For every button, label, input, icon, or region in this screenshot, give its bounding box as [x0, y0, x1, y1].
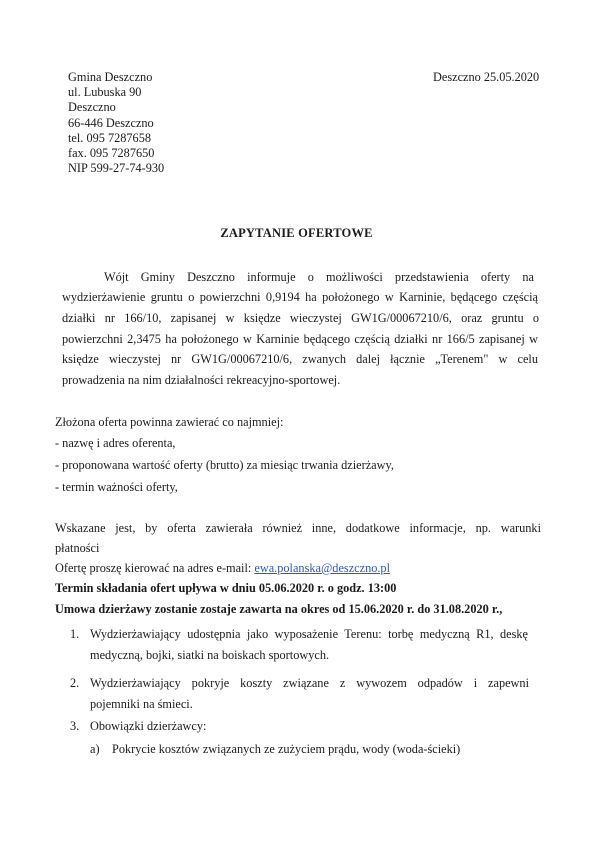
list-number: 2. — [70, 676, 80, 690]
deadline-text: Termin składania ofert upływa w dniu 05.06.2020 r. o godz. 13:00 — [55, 581, 397, 595]
contract-period: Umowa dzierżawy zostanie zostaje zawarta na okres od 15.06.2020 r. do 31.08.2020 r., — [55, 602, 503, 616]
intro-line: prowadzenia na nim działalności rekreacyjno-sportowej. — [62, 373, 341, 387]
sublist-item: Pokrycie kosztów związanych ze zużyciem prądu, wody (woda-ścieki) — [112, 742, 461, 756]
additional-info-line: płatności — [55, 541, 100, 555]
sublist-letter: a) — [90, 742, 100, 756]
requirements-heading: Złożona oferta powinna zawierać co najmniej: — [55, 415, 284, 429]
email-label: Ofertę proszę kierować na adres e-mail: — [55, 561, 255, 575]
list-item-line: Wydzierżawiający pokryje koszty związane z wywozem odpadów i zapewni — [90, 676, 529, 690]
requirement-item: - nazwę i adres oferenta, — [55, 436, 176, 450]
sender-line: NIP 599-27-74-930 — [68, 161, 165, 176]
intro-line: wydzierżawienie gruntu o powierzchni 0,9194 ha położonego w Karninie, będącego częścią — [62, 290, 538, 304]
email-link[interactable]: ewa.polanska@deszczno.pl — [254, 561, 390, 575]
intro-line: Wójt Gminy Deszczno informuje o możliwości przedstawienia oferty na — [104, 270, 534, 284]
sender-line: Gmina Deszczno — [68, 70, 153, 84]
requirement-item: - termin ważności oferty, — [55, 480, 178, 494]
intro-line: powierzchni 2,3475 ha położonego w Karninie będącego częścią działki nr 166/5 zapisanej w — [62, 332, 538, 346]
list-number: 1. — [70, 627, 80, 641]
sender-line: fax. 095 7287650 — [68, 146, 155, 161]
additional-info-line: Wskazane jest, by oferta zawierała również inne, dodatkowe informacje, np. warunki — [55, 521, 541, 535]
sender-line: tel. 095 7287658 — [68, 130, 151, 145]
list-item-line: pojemniki na śmieci. — [90, 697, 193, 711]
list-item-line: Wydzierżawiający udostępnia jako wyposażenie Terenu: torbę medyczną R1, deskę — [90, 627, 528, 641]
sender-line: ul. Lubuska 90 — [68, 85, 142, 100]
list-item-line: Obowiązki dzierżawcy: — [90, 719, 207, 733]
sender-address — [68, 70, 164, 176]
sender-line: 66-446 Deszczno — [68, 115, 154, 130]
sender-line: Deszczno — [68, 100, 116, 115]
email-line — [55, 561, 390, 576]
intro-line: księdze wieczystej nr GW1G/00067210/6, zwanych dalej łącznie „Terenem" w celu — [62, 352, 538, 366]
list-item-line: medyczną, bojki, siatki na boiskach sportowych. — [90, 648, 330, 662]
intro-line: działki nr 166/10, zapisanej w księdze wieczystej GW1G/00067210/6, oraz gruntu o — [62, 311, 539, 325]
document-date: Deszczno 25.05.2020 — [433, 70, 540, 84]
list-number: 3. — [70, 719, 80, 733]
requirement-item: - proponowana wartość oferty (brutto) za miesiąc trwania dzierżawy, — [55, 458, 394, 472]
document-title: ZAPYTANIE OFERTOWE — [220, 226, 373, 240]
